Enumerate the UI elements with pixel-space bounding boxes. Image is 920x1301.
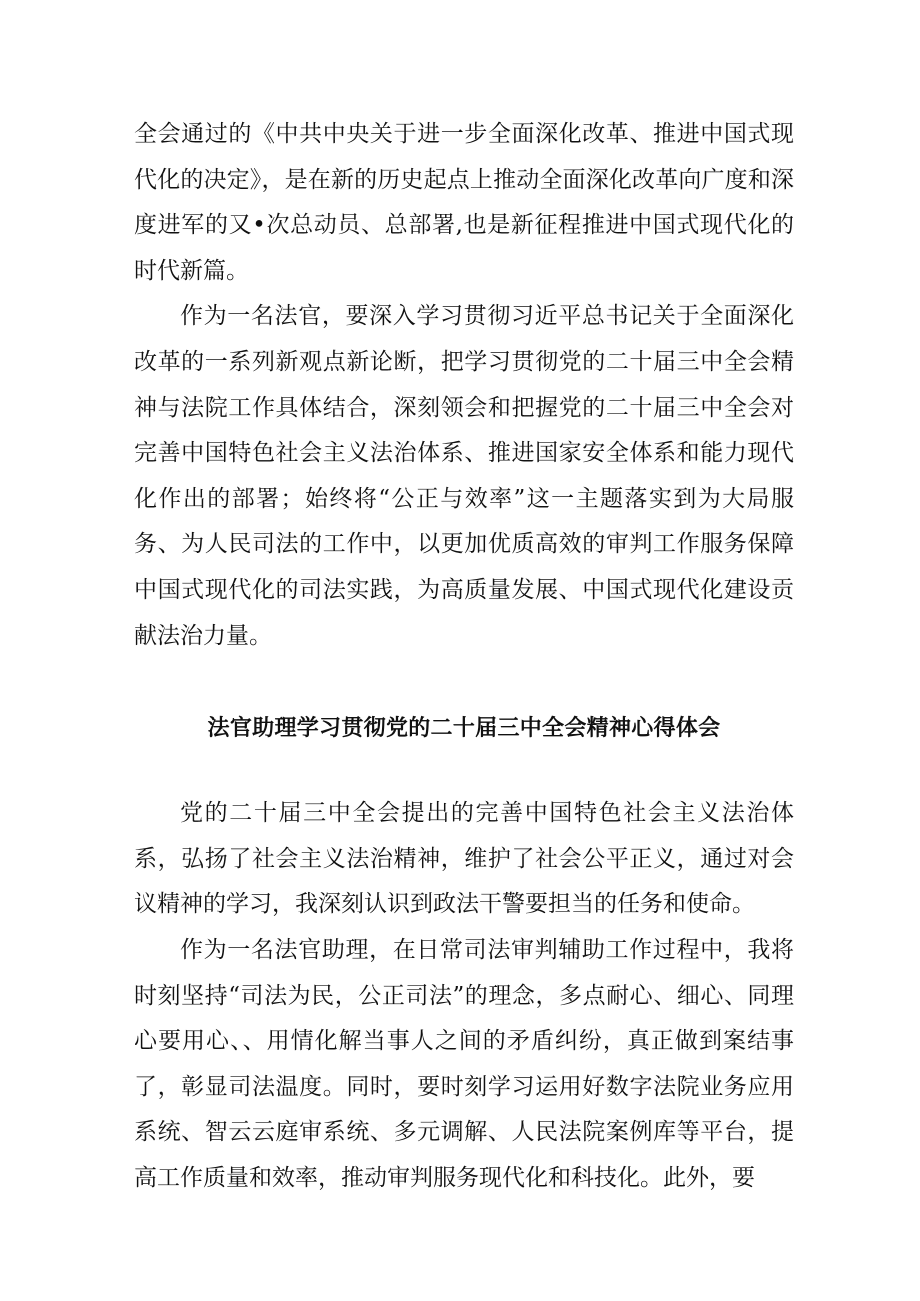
section-heading: 法官助理学习贯彻党的二十届三中全会精神心得体会 [207,716,721,742]
paragraph-2: 作为一名法官，要深入学习贯彻习近平总书记关于全面深化改革的一系列新观点新论断，把学习贯彻党的二十届三中全会精神与法院工作具体结合，深刻领会和把握党的二十届三中全会对完善中国特色社会主义法治体系、推进国家安全体系和能力现代化作出的部署；始终将“公正与效率”这一主题落实到为大局服务、为人民司法的工作中，以更加优质高效的审判工作服务保障中国式现代化的司法实践，为高质量发展、中国式现代化建设贡献法治力量。 [134,303,794,649]
paragraph-3: 党的二十届三中全会提出的完善中国特色社会主义法治体系，弘扬了社会主义法治精神，维护了社会公平正义，通过对会议精神的学习，我深刻认识到政法干警要担当的任务和使命。 [134,800,794,918]
paragraph-1: 全会通过的《中共中央关于进一步全面深化改革、推进中国式现代化的决定》，是在新的历史起点上推动全面深化改革向广度和深度进军的又•次总动员、总部署,也是新征程推进中国式现代化的时代新篇。 [134,121,794,284]
document-body [134,112,794,1201]
paragraph-4: 作为一名法官助理，在日常司法审判辅助工作过程中，我将时刻坚持“司法为民，公正司法”的理念，多点耐心、细心、同理心要用心、、用情化解当事人之间的矛盾纠纷，真正做到案结事了，彰显司法温度。同时，要时刻学习运用好数字法院业务应用系统、智云云庭审系统、多元调解、人民法院案例库等平台，提高工作质量和效率，推动审判服务现代化和科技化。此外，要 [134,936,794,1191]
